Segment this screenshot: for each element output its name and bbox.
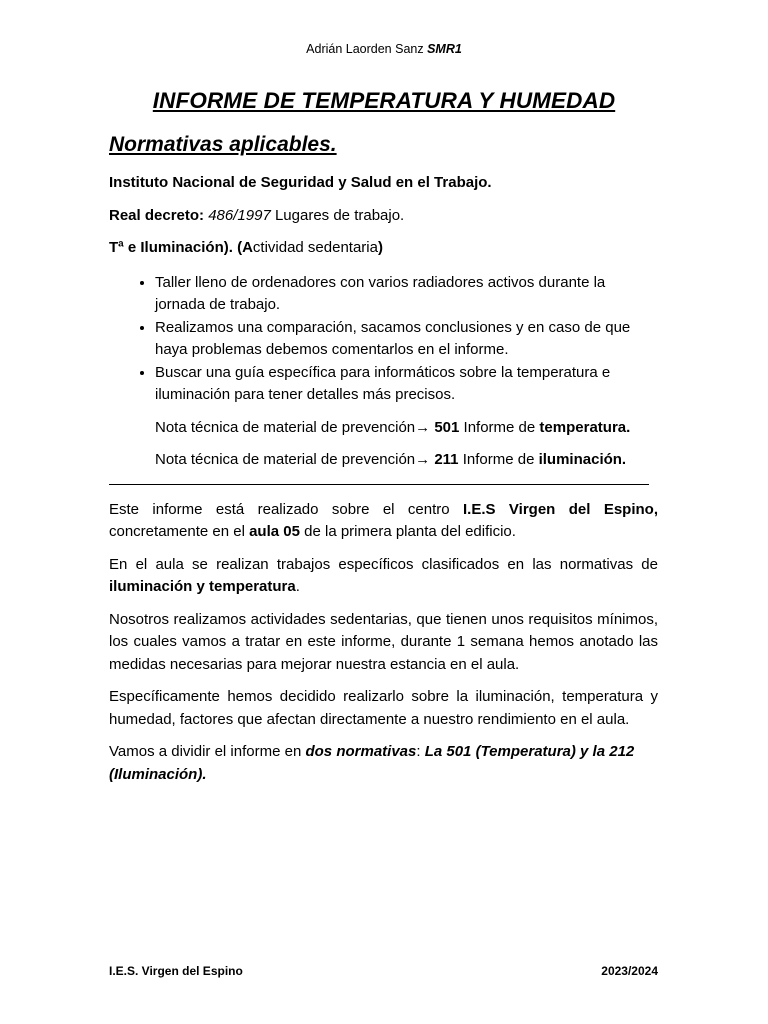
note-number: 501 xyxy=(434,418,460,436)
bullet-list xyxy=(109,272,658,407)
list-item: • Realizamos una comparación, sacamos conclusiones y en caso de que haya problemas debemos comentarlos en el informe. xyxy=(155,317,658,362)
document-body xyxy=(109,172,658,796)
text-run: de la primera planta del edificio. xyxy=(299,523,516,540)
list-item: • Buscar una guía específica para informáticos sobre la temperatura e iluminación para tener detalles más precisos. xyxy=(155,362,658,407)
decree-text: Lugares de trabajo. xyxy=(274,206,405,224)
text-bold: iluminación y temperatura xyxy=(109,578,296,595)
text-run: concretamente en el xyxy=(109,523,250,540)
scope-line xyxy=(109,237,658,260)
decree-line xyxy=(109,205,658,228)
paragraph-factors: Específicamente hemos decidido realizarlo sobre la iluminación, temperatura y humedad, factores que afectan directamente a nuestro rendimiento en el aula. xyxy=(109,688,658,728)
paragraph-activities: Nosotros realizamos actividades sedentarias, que tienen unos requisitos mínimos, los cuales vamos a tratar en este informe, durante 1 semana hemos anotado las medidas necesarias para mejorar nuestra estancia en el aula. xyxy=(109,610,658,673)
decree-number: 486/1997 xyxy=(208,206,271,224)
institute-line: Instituto Nacional de Seguridad y Salud en el Trabajo. xyxy=(109,174,492,191)
footer-year: 2023/2024 xyxy=(601,964,658,978)
note-number: 211 xyxy=(434,451,459,468)
note-mid: Informe de xyxy=(462,451,535,468)
text-run: . xyxy=(295,578,300,595)
page-header xyxy=(0,42,768,56)
note-mid: Informe de xyxy=(463,418,536,436)
technical-note xyxy=(155,417,658,440)
arrow-icon: → xyxy=(415,418,431,436)
scope-first: A xyxy=(242,239,253,256)
note-prefix: Nota técnica de material de prevención xyxy=(155,418,416,436)
scope-close: ) xyxy=(377,239,383,256)
report-text xyxy=(109,499,658,787)
text-bold-italic: dos normativas xyxy=(305,743,417,760)
text-run: : xyxy=(416,743,425,760)
footer-school: I.E.S. Virgen del Espino xyxy=(109,964,243,978)
paragraph-center xyxy=(109,499,658,544)
paragraph-work xyxy=(109,554,658,599)
technical-note xyxy=(155,449,658,472)
list-item: • Taller lleno de ordenadores con varios radiadores activos durante la jornada de trabajo. xyxy=(155,272,658,317)
note-topic: iluminación. xyxy=(538,451,627,468)
document-title: INFORME DE TEMPERATURA Y HUMEDAD xyxy=(152,88,616,113)
text-run: Este informe está realizado sobre el centro xyxy=(109,500,463,518)
classroom-name: aula 05 xyxy=(249,523,300,540)
note-prefix: Nota técnica de material de prevención xyxy=(155,451,416,468)
text-bold-italic: La 501 (Temperatura) y la 212 (Iluminación). xyxy=(109,743,635,783)
scope-bold: Tª e Iluminación). ( xyxy=(109,239,243,256)
text-run: En el aula se realizan trabajos específicos clasificados en las normativas de xyxy=(109,555,658,573)
author-name: Adrián Laorden Sanz xyxy=(306,42,424,56)
divider-line xyxy=(109,484,649,485)
paragraph-division xyxy=(109,741,658,786)
class-code: SMR1 xyxy=(427,42,462,56)
text-run: Vamos a dividir el informe en xyxy=(109,743,306,760)
section-heading: Normativas aplicables. xyxy=(109,133,337,156)
school-name: I.E.S Virgen del Espino, xyxy=(463,500,658,518)
scope-text: ctividad sedentaria xyxy=(252,239,378,256)
note-topic: temperatura. xyxy=(539,418,631,436)
arrow-icon: → xyxy=(415,451,431,468)
decree-label: Real decreto: xyxy=(109,206,205,224)
